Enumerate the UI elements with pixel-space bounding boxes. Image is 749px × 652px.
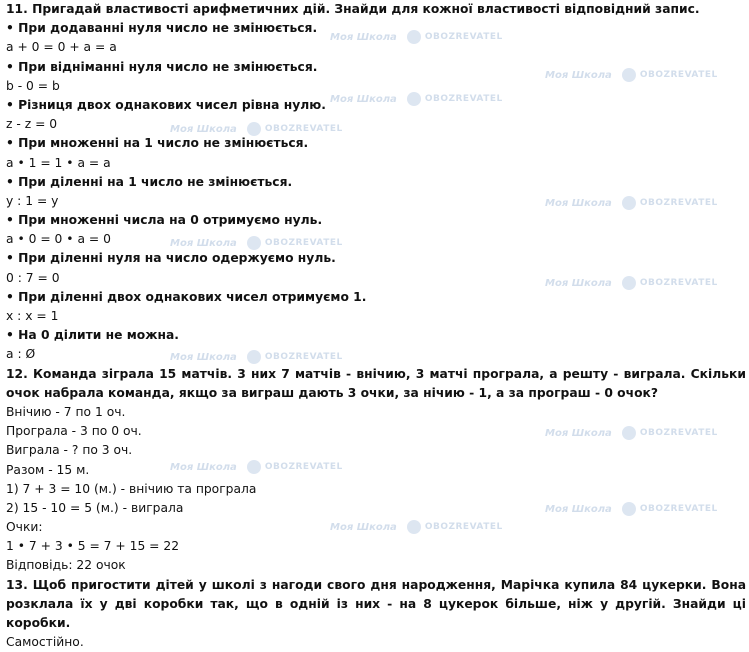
solution-line: Програла - 3 по 0 оч. — [6, 424, 142, 439]
task-12-title: 12. Команда зіграла 15 матчів. 3 них 7 матчів - внічию, 3 матчі програла, а решту - виграла. Скільки очок набрала команда, якщо за виграш дають 3 очки, за нічию - 1, а за програш - 0 очок? — [6, 366, 746, 400]
property-expression: y : 1 = y — [6, 193, 59, 208]
property-expression: b - 0 = b — [6, 78, 60, 93]
property-rule: • При діленні двох однакових чисел отримуємо 1. — [6, 289, 367, 304]
solution-line: Разом - 15 м. — [6, 462, 90, 477]
watermark-moya-shkola: Моя Школа — [545, 427, 612, 439]
task-13-title: 13. Щоб пригостити дітей у школі з нагоди свого дня народження, Марічка купила 84 цукерки. Вона розклала їх у дві коробки так, що в одній із них - на 8 цукерок більше, ніж у другій. Знайди ці коробки. — [6, 577, 746, 631]
watermark-obozrevatel: OBOZREVATEL — [407, 520, 503, 534]
property-rule: • При діленні на 1 число не змінюється. — [6, 174, 293, 189]
watermark-moya-shkola: Моя Школа — [170, 123, 237, 135]
watermark-moya-shkola: Моя Школа — [545, 197, 612, 209]
watermark-obozrevatel: OBOZREVATEL — [622, 426, 718, 440]
property-expression: 0 : 7 = 0 — [6, 270, 60, 285]
watermark-obozrevatel: OBOZREVATEL — [247, 122, 343, 136]
solution-line: 1 • 7 + 3 • 5 = 7 + 15 = 22 — [6, 539, 180, 554]
property-rule: • При додаванні нуля число не змінюється. — [6, 21, 318, 36]
watermark-obozrevatel: OBOZREVATEL — [407, 92, 503, 106]
property-rule: • При множенні числа на 0 отримуємо нуль. — [6, 213, 323, 228]
watermark-obozrevatel: OBOZREVATEL — [622, 196, 718, 210]
solution-line: Очки: — [6, 520, 43, 535]
watermark-obozrevatel: OBOZREVATEL — [247, 236, 343, 250]
watermark-moya-shkola: Моя Школа — [330, 93, 397, 105]
answer-line: Самостійно. — [6, 635, 84, 650]
watermark-obozrevatel: OBOZREVATEL — [407, 30, 503, 44]
watermark-obozrevatel: OBOZREVATEL — [622, 276, 718, 290]
watermark-moya-shkola: Моя Школа — [545, 277, 612, 289]
watermark-obozrevatel: OBOZREVATEL — [622, 68, 718, 82]
watermark-obozrevatel: OBOZREVATEL — [622, 502, 718, 516]
solution-line: 2) 15 - 10 = 5 (м.) - виграла — [6, 500, 184, 515]
property-rule: • На 0 ділити не можна. — [6, 328, 179, 343]
task-11-title: 11. Пригадай властивості арифметичних дій. Знайди для кожної властивості відповідний запис. — [6, 2, 700, 16]
watermark-moya-shkola: Моя Школа — [170, 351, 237, 363]
solution-line: Внічию - 7 по 1 оч. — [6, 404, 126, 419]
property-expression: a : Ø — [6, 347, 36, 362]
solution-line: 1) 7 + 3 = 10 (м.) - внічию та програла — [6, 481, 257, 496]
property-rule: • При діленні нуля на число одержуємо нуль. — [6, 251, 336, 266]
watermark-moya-shkola: Моя Школа — [330, 31, 397, 43]
property-expression: a • 0 = 0 • a = 0 — [6, 232, 111, 247]
watermark-moya-shkola: Моя Школа — [545, 69, 612, 81]
property-rule: • При множенні на 1 число не змінюється. — [6, 136, 309, 151]
watermark-obozrevatel: OBOZREVATEL — [247, 350, 343, 364]
document-page — [6, 0, 746, 652]
watermark-moya-shkola: Моя Школа — [545, 503, 612, 515]
watermark-moya-shkola: Моя Школа — [330, 521, 397, 533]
watermark-moya-shkola: Моя Школа — [170, 237, 237, 249]
property-rule: • При відніманні нуля число не змінюється. — [6, 59, 318, 74]
watermark-obozrevatel: OBOZREVATEL — [247, 460, 343, 474]
property-expression: z - z = 0 — [6, 117, 58, 132]
answer-line: Відповідь: 22 очок — [6, 558, 126, 573]
watermark-moya-shkola: Моя Школа — [170, 461, 237, 473]
property-expression: x : x = 1 — [6, 309, 59, 323]
property-rule: • Різниця двох однакових чисел рівна нулю. — [6, 97, 326, 112]
property-expression: a • 1 = 1 • a = a — [6, 155, 111, 170]
solution-line: Виграла - ? по 3 оч. — [6, 443, 133, 458]
property-expression: a + 0 = 0 + a = a — [6, 40, 117, 55]
